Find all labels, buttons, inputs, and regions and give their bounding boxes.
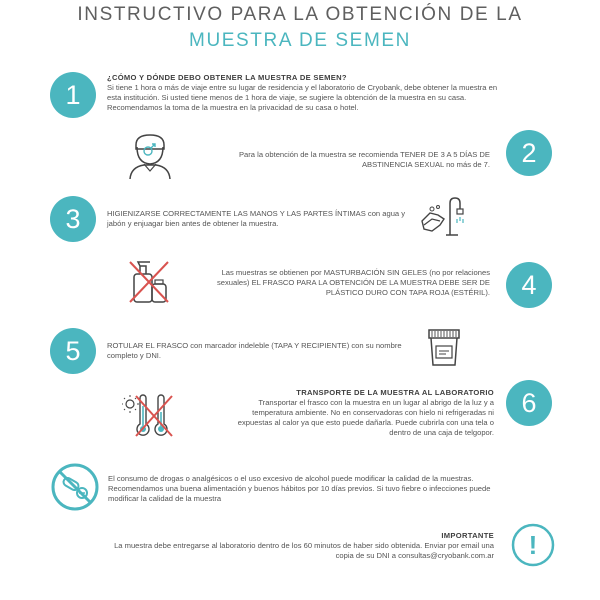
step-4-body: Las muestras se obtienen por MASTURBACIÓN SIN GELES (no por relaciones sexuales) EL FRASCO PARA LA OBTENCIÓN DE LA MUESTRA DEBE SER DE PLÁSTICO DURO CON TAPA ROJA (ESTÉRIL). <box>216 268 490 297</box>
step-6-number: 6 <box>506 380 552 426</box>
step-3-body: HIGIENIZARSE CORRECTAMENTE LAS MANOS Y LAS PARTES ÍNTIMAS con agua y jabón y enjuagar bien antes de obtener la muestra. <box>107 209 406 228</box>
step-4-number: 4 <box>506 262 552 308</box>
step-6-body: Transportar el frasco con la muestra en un lugar al abrigo de la luz y a temperatura ambiente. No en conservadoras con hielo ni refrigeradas ni expuestas al calor ya que esto puede dañarla. Puede cubrirla con una tela o dentro de una caja de telgopor. <box>237 398 494 437</box>
step-1-body: Si tiene 1 hora o más de viaje entre su lugar de residencia y el laboratorio de Cryobank, debe obtener la muestra en esta institución. Si usted tiene menos de 1 hora de viaje, se sugiere la obtención de la muestra en su casa. Recomendamos la toma de la muestra en la privacidad de su casa o hotel. <box>107 83 498 112</box>
page-title-line1: INSTRUCTIVO PARA LA OBTENCIÓN DE LA <box>77 4 523 25</box>
important-text <box>108 531 494 561</box>
hand-washing-icon <box>420 195 464 239</box>
step-5-body: ROTULAR EL FRASCO con marcador indeleble (TAPA Y RECIPIENTE) con su nombre completo y DNI. <box>107 341 402 360</box>
step-5-number: 5 <box>50 328 96 374</box>
step-2-body: Para la obtención de la muestra se recomienda TENER DE 3 A 5 DÍAS DE ABSTINENCIA SEXUAL no más de 7. <box>238 150 490 169</box>
step-1-heading: ¿CÓMO Y DÓNDE DEBO OBTENER LA MUESTRA DE SEMEN? <box>107 73 347 82</box>
step-1-text <box>107 73 500 113</box>
warning-body: El consumo de drogas o analgésicos o el uso excesivo de alcohol puede modificar la calidad de la muestras. Recomendamos una buena alimentación y buenos hábitos por 10 días previos. Si tuvo fiebre o infecciones puede modificar la calidad de la muestra <box>108 474 491 503</box>
important-heading: IMPORTANTE <box>441 531 494 540</box>
exclamation-symbol: ! <box>528 530 538 560</box>
step-6-text <box>220 388 494 438</box>
no-drugs-icon <box>50 462 100 512</box>
step-1-number: 1 <box>50 72 96 118</box>
man-icon <box>128 133 172 179</box>
step-6-heading: TRANSPORTE DE LA MUESTRA AL LABORATORIO <box>296 388 494 397</box>
step-2-number: 2 <box>506 130 552 176</box>
page-title-line2: MUESTRA DE SEMEN <box>189 30 411 51</box>
exclamation-icon <box>510 522 556 568</box>
important-body: La muestra debe entregarse al laboratorio dentro de los 60 minutos de haber sido obtenida. Enviar por email una copia de su DNI a consultas@cryobank.com.ar <box>114 541 494 560</box>
sample-jar-icon <box>424 328 464 368</box>
step-3-number: 3 <box>50 196 96 242</box>
no-gel-icon <box>128 258 170 304</box>
no-temperature-icon <box>122 392 174 438</box>
